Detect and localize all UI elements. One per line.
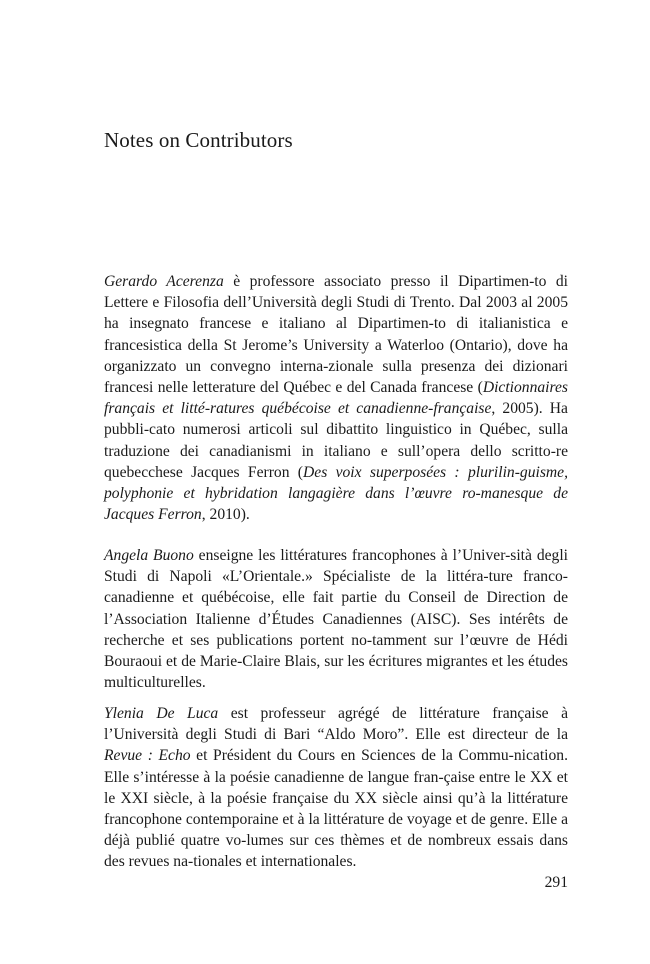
note-text: , 2010). xyxy=(201,506,250,524)
work-title: Des voix superposées : plurilin-guisme, polyphonie et hybridation langagière dans l’œuvre ro-manesque de Jacques Ferron xyxy=(104,463,568,524)
contributor-name: Angela Buono xyxy=(104,547,194,564)
note-text: , 2005). Ha pubbli-cato numerosi articoli sul dibattito linguistico in Québec, sulla traduzione dei canadianismi in italiano e sull’opera dello scritto-re quebecchese Jacques Ferron ( xyxy=(104,400,568,481)
page-title: Notes on Contributors xyxy=(104,128,293,152)
contributor-name: Ylenia De Luca xyxy=(104,705,219,722)
note-text: est professeur agrégé de littérature française à l’Università degli Studi di Bari “Aldo Moro”. Elle est directeur de la xyxy=(104,705,568,744)
contributor-note-de-luca xyxy=(104,703,568,873)
note-text: enseigne les littératures francophones à l’Univer-sità degli Studi di Napoli «L’Orientale.» Spécialiste de la littéra-ture franco-canadienne et québécoise, elle fait partie du Conseil de Direction de l’Association Italienne d’Études Canadiennes (AISC). Ses intérêts de recherche et ses publications portent no-tamment sur l’œuvre de Hédi Bouraoui et de Marie-Claire Blais, sur les écritures migrantes et les études multiculturelles. xyxy=(104,547,569,692)
contributor-note-buono xyxy=(104,545,568,693)
note-text: et Président du Cours en Sciences de la Commu-nication. Elle s’intéresse à la poésie canadienne de langue fran-çaise entre le XX et le XXI siècle, à la poésie française du XX siècle ainsi qu’à la littérature francophone contemporaine et à la littérature de voyage et de genre. Elle a déjà publié quatre vo-lumes sur ces thèmes et de nombreux essais dans des revues na-tionales et internationales. xyxy=(104,747,568,871)
contributor-note-acerenza xyxy=(104,271,568,525)
note-text: è professore associato presso il Dipartimen-to di Lettere e Filosofia dell’Università degli Studi di Trento. Dal 2003 al 2005 ha insegnato francese e italiano al Dipartimen-to di italianistica e francesistica della St Jerome’s University a Waterloo (Ontario), dove ha organizzato un convegno interna-zionale sulla presenza dei dizionari francesi nelle letterature del Québec e del Canada francese ( xyxy=(104,273,568,397)
journal-title: Revue : Echo xyxy=(104,747,191,765)
work-title: Dictionnaires français et litté-ratures québécoise et canadienne-française xyxy=(104,379,568,418)
page-number: 291 xyxy=(544,874,568,891)
contributor-name: Gerardo Acerenza xyxy=(104,273,224,290)
